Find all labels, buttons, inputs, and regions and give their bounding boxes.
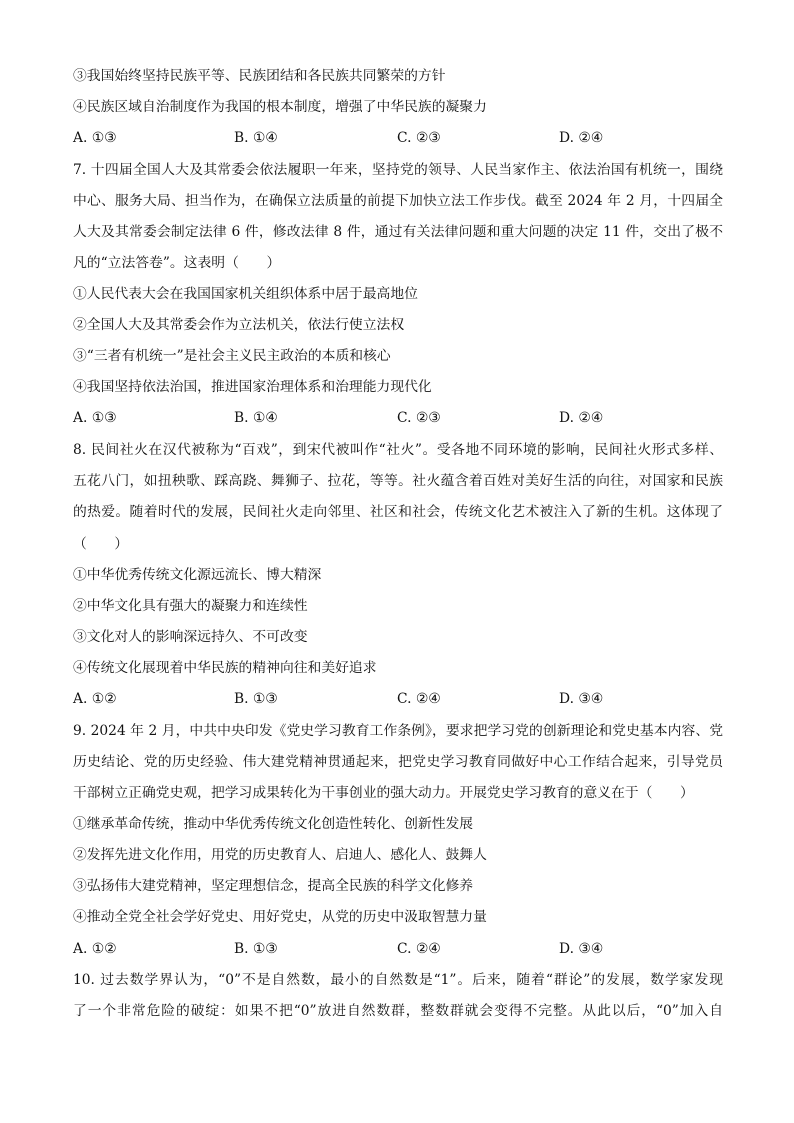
q9-statement-4: ④推动全党全社会学好党史、用好党史，从党的历史中汲取智慧力量 (73, 909, 487, 925)
q9-statement-2: ②发挥先进文化作用，用党的历史教育人、启迪人、感化人、鼓舞人 (73, 847, 487, 863)
q7-option-d: D. ②④ (559, 410, 604, 426)
q8-option-d: D. ③④ (559, 691, 604, 707)
q6-option-a: A. ①③ (73, 130, 117, 146)
q9-stem-line-2: 历史结论、党的历史经验、伟大建党精神贯通起来，把党史学习教育同做好中心工作结合起来，引导党员 (73, 754, 723, 770)
q10-stem-line-1: 10. 过去数学界认为，“0”不是自然数，最小的自然数是“1”。后来，随着“群论”的发展，数学家发现 (73, 972, 723, 988)
q7-statement-3: ③“三者有机统一”是社会主义民主政治的本质和核心 (73, 348, 391, 364)
q9-option-d: D. ③④ (559, 941, 604, 957)
q8-option-b: B. ①③ (234, 691, 278, 707)
q7-option-a: A. ①③ (73, 410, 117, 426)
q9-statement-3: ③弘扬伟大建党精神，坚定理想信念，提高全民族的科学文化修养 (73, 878, 474, 894)
q8-stem-line-3: 的热爱。随着时代的发展，民间社火走向邻里、社区和社会，传统文化艺术被注入了新的生机。这体现了 (73, 504, 723, 520)
q7-answer-options (73, 408, 723, 428)
q10-stem-line-2: 了一个非常危险的破绽：如果不把“0”放进自然数群，整数群就会变得不完整。从此以后，“0”加入自 (73, 1003, 723, 1019)
q9-answer-options (73, 939, 723, 959)
q8-stem-line-1: 8. 民间社火在汉代被称为“百戏”，到宋代被叫作“社火”。受各地不同环境的影响，民间社火形式多样、 (73, 442, 723, 458)
q6-option-b: B. ①④ (234, 130, 278, 146)
q9-stem-line-3: 干部树立正确党史观，把学习成果转化为干事创业的强大动力。开展党史学习教育的意义在于（ ） (73, 785, 694, 801)
q7-stem-line-1: 7. 十四届全国人大及其常委会依法履职一年来，坚持党的领导、人民当家作主、依法治国有机统一，围绕 (73, 162, 723, 178)
q9-option-c: C. ②④ (397, 941, 441, 957)
q8-statement-4: ④传统文化展现着中华民族的精神向往和美好追求 (73, 660, 377, 676)
q6-option-c: C. ②③ (397, 130, 441, 146)
q9-statement-1: ①继承革命传统，推动中华优秀传统文化创造性转化、创新性发展 (73, 816, 474, 832)
q6-statement-4: ④民族区域自治制度作为我国的根本制度，增强了中华民族的凝聚力 (73, 99, 487, 115)
q7-statement-4: ④我国坚持依法治国，推进国家治理体系和治理能力现代化 (73, 379, 432, 395)
q8-stem-line-2: 五花八门，如扭秧歌、踩高跷、舞狮子、拉花，等等。社火蕴含着百姓对美好生活的向往，对国家和民族 (73, 473, 723, 489)
q9-stem-line-1: 9. 2024 年 2 月，中共中央印发《党史学习教育工作条例》，要求把学习党的创新理论和党史基本内容、党 (73, 723, 723, 739)
q6-statement-3: ③我国始终坚持民族平等、民族团结和各民族共同繁荣的方针 (73, 68, 446, 84)
q7-option-b: B. ①④ (234, 410, 278, 426)
q6-option-d: D. ②④ (559, 130, 604, 146)
q7-stem-line-3: 人大及其常委会制定法律 6 件，修改法律 8 件，通过有关法律问题和重大问题的决定 11 件，交出了极不 (73, 224, 723, 240)
q7-option-c: C. ②③ (397, 410, 441, 426)
q8-option-a: A. ①② (73, 691, 117, 707)
q6-answer-options (73, 128, 723, 148)
q7-stem-line-2: 中心、服务大局、担当作为，在确保立法质量的前提下加快立法工作步伐。截至 2024 年 2 月，十四届全 (73, 193, 723, 209)
q9-option-b: B. ①③ (234, 941, 278, 957)
q8-option-c: C. ②④ (397, 691, 441, 707)
q8-statement-2: ②中华文化具有强大的凝聚力和连续性 (73, 598, 308, 614)
q8-answer-options (73, 689, 723, 709)
q8-statement-3: ③文化对人的影响深远持久、不可改变 (73, 629, 308, 645)
q7-statement-2: ②全国人大及其常委会作为立法机关，依法行使立法权 (73, 317, 405, 333)
q7-statement-1: ①人民代表大会在我国国家机关组织体系中居于最高地位 (73, 286, 418, 302)
q8-stem-line-4: （ ） (73, 536, 129, 552)
q8-statement-1: ①中华优秀传统文化源远流长、博大精深 (73, 567, 322, 583)
q7-stem-line-4: 凡的“立法答卷”。这表明（ ） (73, 255, 281, 271)
q9-option-a: A. ①② (73, 941, 117, 957)
